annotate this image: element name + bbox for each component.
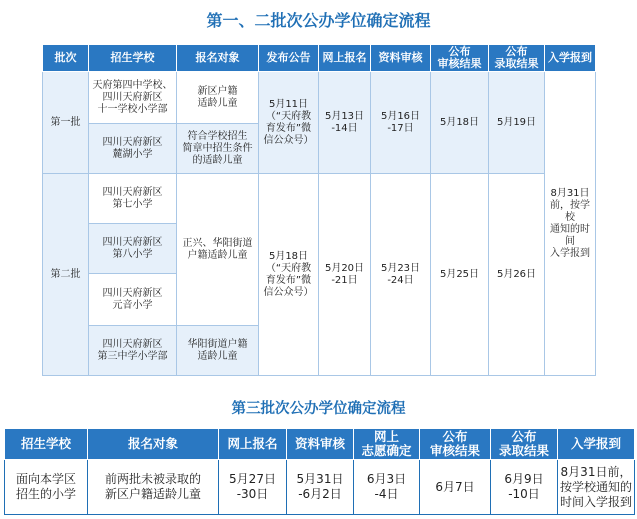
batch-2-target-2: 华阳街道户籍 适龄儿童 (177, 326, 259, 376)
header-admission-result: 公布 录取结果 (491, 429, 558, 460)
batch-1-online-signup: 5月13日 -14日 (319, 72, 371, 174)
header-admission-result: 公布 录取结果 (489, 45, 545, 72)
header-batch: 批次 (43, 45, 89, 72)
page-title-batch-3: 第三批次公办学位确定流程 (231, 401, 406, 417)
header-school: 招生学校 (89, 45, 177, 72)
header-announce: 发布公告 (259, 45, 319, 72)
batch-3-admission-result: 6月9日 -10日 (491, 460, 558, 515)
batch-3-table (4, 428, 635, 515)
batch-1-label: 第一批 (43, 72, 89, 174)
page-title-batch-1-2: 第一、二批次公办学位确定流程 (206, 11, 431, 30)
header-target: 报名对象 (88, 429, 219, 460)
enrollment-date: 8月31日 前，按学校 通知的时间 入学报到 (545, 72, 596, 376)
batch-1-school-1: 天府第四中学校、 四川天府新区 十一学校小学部 (89, 72, 177, 124)
batch-2-target-1: 正兴、华阳街道 户籍适龄儿童 (177, 174, 259, 326)
batch-1-document-review: 5月16日 -17日 (371, 72, 431, 174)
batch-3-review-result: 6月7日 (420, 460, 491, 515)
batch-3-school: 面向本学区 招生的小学 (5, 460, 88, 515)
batch-1-announce: 5月11日 （“天府教 育发布”微 信公众号） (259, 72, 319, 174)
header-online-signup: 网上报名 (319, 45, 371, 72)
batch-2-label: 第二批 (43, 174, 89, 376)
table-row (43, 174, 596, 224)
batch-1-target-1: 新区户籍 适龄儿童 (177, 72, 259, 124)
header-target: 报名对象 (177, 45, 259, 72)
header-review-result: 公布 审核结果 (431, 45, 489, 72)
batch-2-online-signup: 5月20日 -21日 (319, 174, 371, 376)
header-school: 招生学校 (5, 429, 88, 460)
batch-1-2-table (42, 44, 596, 376)
header-online-signup: 网上报名 (219, 429, 287, 460)
table-header-row (43, 45, 596, 72)
header-enrollment: 入学报到 (558, 429, 635, 460)
header-enrollment: 入学报到 (545, 45, 596, 72)
batch-2-school-4: 四川天府新区 第三中学小学部 (89, 326, 177, 376)
table-row (5, 460, 635, 515)
batch-2-announce: 5月18日 （“天府教 育发布”微 信公众号） (259, 174, 319, 376)
batch-2-school-1: 四川天府新区 第七小学 (89, 174, 177, 224)
header-review-result: 公布 审核结果 (420, 429, 491, 460)
batch-2-school-2: 四川天府新区 第八小学 (89, 224, 177, 274)
batch-3-document-review: 5月31日 -6月2日 (287, 460, 354, 515)
batch-3-target: 前两批未被录取的 新区户籍适龄儿童 (88, 460, 219, 515)
batch-1-admission-result: 5月19日 (489, 72, 545, 174)
batch-3-online-signup: 5月27日 -30日 (219, 460, 287, 515)
batch-3-enrollment: 8月31日前， 按学校通知的 时间入学报到 (558, 460, 635, 515)
batch-2-review-result: 5月25日 (431, 174, 489, 376)
batch-1-review-result: 5月18日 (431, 72, 489, 174)
batch-2-admission-result: 5月26日 (489, 174, 545, 376)
header-document-review: 资料审核 (371, 45, 431, 72)
header-online-preference: 网上 志愿确定 (354, 429, 420, 460)
batch-1-school-2: 四川天府新区 麓湖小学 (89, 124, 177, 174)
batch-1-target-2: 符合学校招生 简章中招生条件 的适龄儿童 (177, 124, 259, 174)
batch-2-school-3: 四川天府新区 元音小学 (89, 274, 177, 326)
table-row (43, 72, 596, 124)
batch-2-document-review: 5月23日 -24日 (371, 174, 431, 376)
header-document-review: 资料审核 (287, 429, 354, 460)
batch-3-online-preference: 6月3日 -4日 (354, 460, 420, 515)
table-header-row (5, 429, 635, 460)
